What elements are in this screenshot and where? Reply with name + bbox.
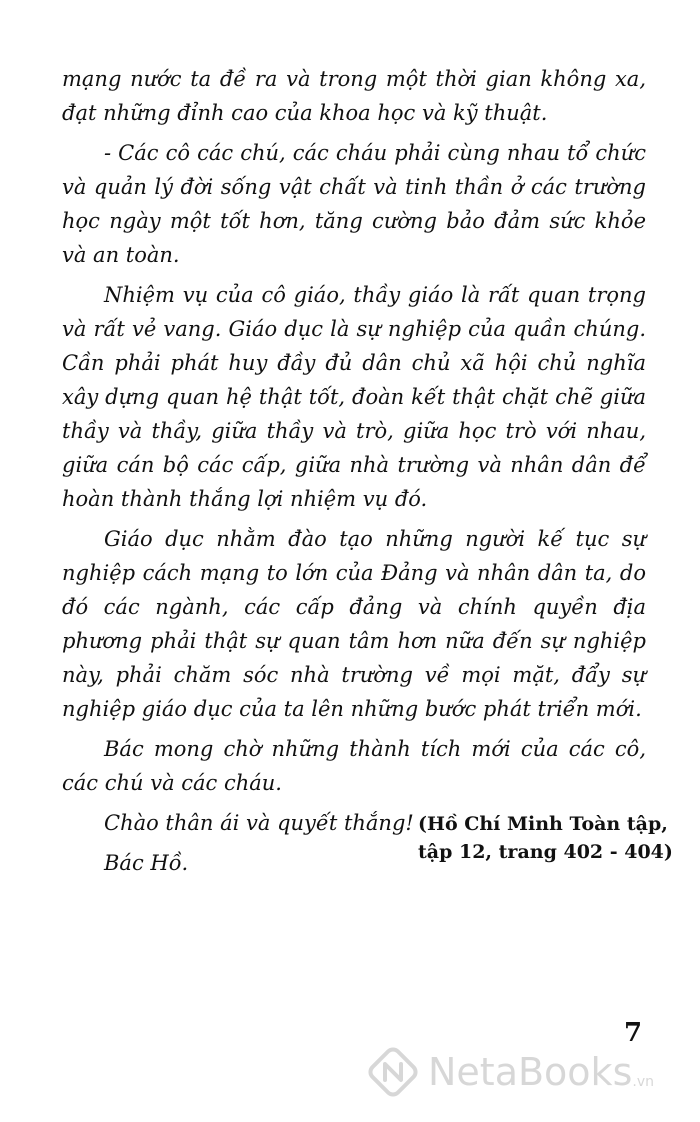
paragraph-teacher-mission: Nhiệm vụ của cô giáo, thầy giáo là rất quan trọng và rất vẻ vang. Giáo dục là sự nghiệp của quần chúng. Cần phải phát huy đầy đủ dân chủ xã hội chủ nghĩa xây dựng quan hệ thật tốt, đoàn kết thật chặt chẽ giữa thầy và thầy, giữa thầy và trò, giữa học trò với nhau, giữa cán bộ các cấp, giữa nhà trường và nhân dân để hoàn thành thắng lợi nhiệm vụ đó. [62,283,646,511]
source-line-2: tập 12, trang 402 - 404) [418,841,673,863]
paragraph-organize-life: - Các cô các chú, các cháu phải cùng nhau tổ chức và quản lý đời sống vật chất và tinh thần ở các trường học ngày một tốt hơn, tăng cường bảo đảm sức khỏe và an toàn. [62,141,646,267]
paragraph-continuation: mạng nước ta đề ra và trong một thời gian không xa, đạt những đỉnh cao của khoa học và kỹ thuật. [62,67,646,125]
paragraph-education-goal: Giáo dục nhằm đào tạo những người kế tục sự nghiệp cách mạng to lớn của Đảng và nhân dân ta, do đó các ngành, các cấp đảng và chính quyền địa phương phải thật sự quan tâm hơn nữa đến sự nghiệp này, phải chăm sóc nhà trường về mọi mặt, đẩy sự nghiệp giáo dục của ta lên những bước phát triển mới. [62,527,646,721]
watermark [366,1042,654,1102]
page-number: 7 [624,1018,643,1048]
watermark-brand: NetaBooks [428,1050,633,1094]
paragraph-expectation: Bác mong chờ những thành tích mới của các cô, các chú và các cháu. [62,737,646,795]
watermark-suffix: .vn [632,1074,654,1090]
paragraph-greeting: Chào thân ái và quyết thắng! [104,811,414,835]
source-citation [418,810,673,866]
source-line-1: (Hồ Chí Minh Toàn tập, [418,813,668,835]
document-body [62,62,646,880]
netabooks-logo-icon [366,1045,420,1099]
paragraph-signature: Bác Hồ. [104,851,189,875]
